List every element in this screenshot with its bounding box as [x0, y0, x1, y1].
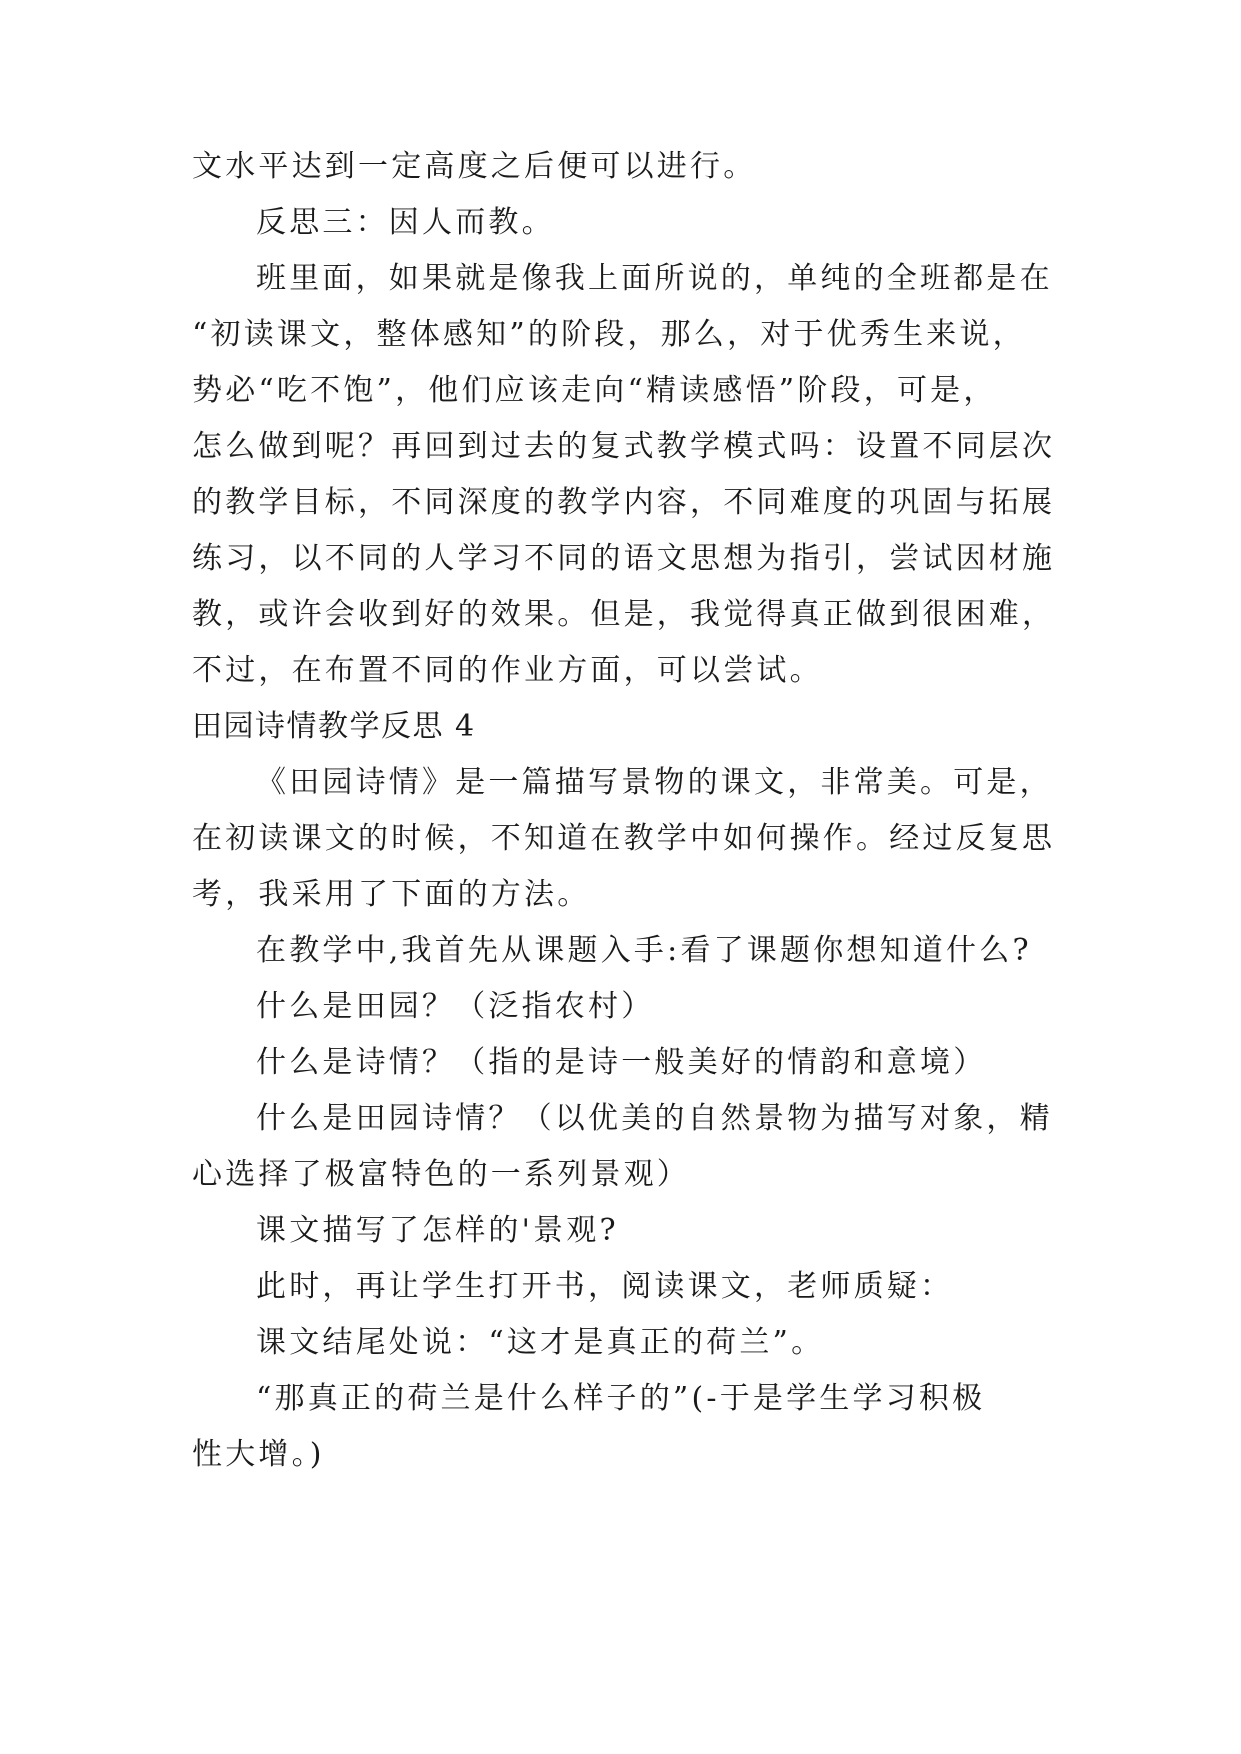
text-line: 什么是田园诗情？（以优美的自然景物为描写对象，精: [256, 1101, 1053, 1136]
text-line: 课文结尾处说：“这才是真正的荷兰”。: [256, 1325, 825, 1360]
text-line: 班里面，如果就是像我上面所说的，单纯的全班都是在: [256, 261, 1053, 296]
text-line: 在初读课文的时候，不知道在教学中如何操作。经过反复思: [192, 821, 1056, 856]
text-line: 课文描写了怎样的'景观?: [256, 1213, 619, 1248]
text-line: 在教学中,我首先从课题入手:看了课题你想知道什么?: [256, 933, 1032, 968]
text-line: 什么是田园？（泛指农村）: [256, 989, 655, 1024]
text-line: 什么是诗情？（指的是诗一般美好的情韵和意境）: [256, 1045, 987, 1080]
text-line: 性大增。): [192, 1437, 325, 1472]
text-line: 不过，在布置不同的作业方面，可以尝试。: [192, 653, 823, 688]
text-line: 的教学目标，不同深度的教学内容，不同难度的巩固与拓展: [192, 485, 1056, 520]
text-line: 练习，以不同的人学习不同的语文思想为指引，尝试因材施: [192, 541, 1056, 576]
text-line: 此时，再让学生打开书，阅读课文，老师质疑：: [256, 1269, 954, 1304]
text-line: “那真正的荷兰是什么样子的”(-于是学生学习积极: [256, 1381, 986, 1416]
text-line: 反思三：因人而教。: [256, 205, 555, 240]
text-line: 文水平达到一定高度之后便可以进行。: [192, 149, 757, 184]
text-line: 《田园诗情》是一篇描写景物的课文，非常美。可是，: [256, 765, 1053, 800]
section-heading: 田园诗情教学反思 4: [192, 709, 476, 744]
text-line: 心选择了极富特色的一系列景观）: [192, 1157, 690, 1192]
text-line: 势必“吃不饱”，他们应该走向“精读感悟”阶段，可是，: [192, 373, 997, 408]
text-line: 考，我采用了下面的方法。: [192, 877, 591, 912]
text-line: “初读课文，整体感知”的阶段，那么，对于优秀生来说，: [192, 317, 1026, 352]
text-line: 怎么做到呢？再回到过去的复式教学模式吗：设置不同层次: [192, 429, 1056, 464]
text-line: 教，或许会收到好的效果。但是，我觉得真正做到很困难，: [192, 597, 1056, 632]
